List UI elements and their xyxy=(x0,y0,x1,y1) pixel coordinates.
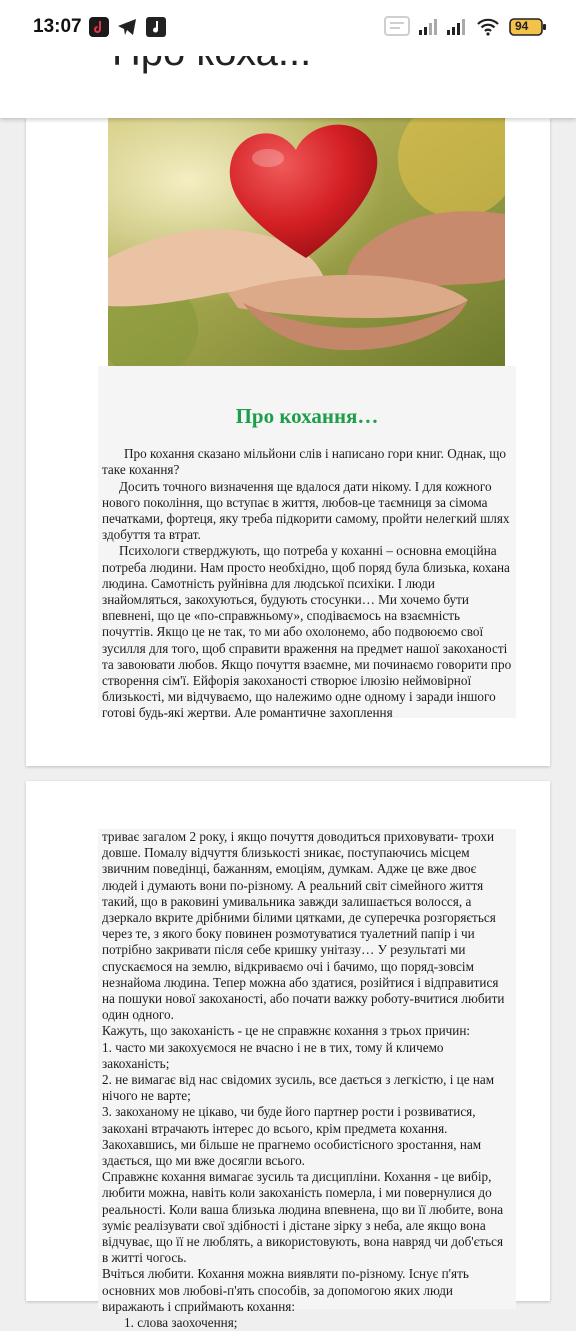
signal-icon xyxy=(446,17,468,41)
list-item: 1. слова заохочення; xyxy=(124,1315,238,1331)
telegram-icon xyxy=(117,17,138,41)
paragraph: триває загалом 2 року, і якщо почуття доводиться приховувати- трохи довше. Помалу відчуття близькості зникає, поступаючись місцем звичним поведінці, бажанням, емоціям, думкам. Адже це вже двоє людей і думають вони по-різному. А реальний світ сімейного життя такий, що в раковині умивальника завжди залишається волосся, а дзеркало вкрите дрібними білими цятками, де суперечка розгоряється через те, з якого боку повинен розмотуватися туалетний папір і чи потрібно закривати після себе кришку унітазу… У результаті ми спускаємося на землю, відкриваємо очі і бачимо, що поряд-зовсім незнайома людина. Тепер можна або здатися, розійтися і відправитися на пошуки нової закоханості, або почати важку роботу-вчитися любити один одного. xyxy=(102,829,505,1023)
list-item: 1. часто ми закохуємося не вчасно і не в тих, тому й кличемо закоханість; xyxy=(102,1039,444,1071)
article-heading: Про кохання… xyxy=(235,404,379,428)
message-icon xyxy=(383,14,411,46)
status-time: 13:07 xyxy=(33,16,82,37)
article-text-page-1 xyxy=(98,366,516,721)
signal-icon xyxy=(418,17,440,41)
music-note-icon xyxy=(146,17,166,41)
paragraph: Психологи стверджують, що потреба у коханні – основна емоційна потреба людини. Нам просто необхідно, щоб поряд була близька, кохана людина. Самотність руйнівна для людської психіки. І люди знайомляться, закохуються, будують стосунки… Ми хочемо бути впевнені, що це «по-справжньому», сподіваємось на взаємність почуттів. Якщо це не так, то ми або охолонемо, або подвоюємо свої зусилля для того, щоб справити враження на предмет нашої закоханості та завоювати любов. Якщо почуття взаємне, ми починаємо говорити про створення сім'ї. Ейфорія закоханості створює ілюзію неймовірної близькості, ми відчуваємо, що належимо одне одному і заради іншого готові будь-які жертви. Але романтичне захоплення xyxy=(102,543,512,721)
paragraph: Кажуть, що закоханість - це не справжнє кохання з трьох причин: xyxy=(102,1023,471,1039)
list-item: 3. закоханому не цікаво, чи буде його партнер рости і розвиватися, закохані втрачають інтерес до всього, крім предмета кохання. Закохавшись, ми більше не прагнемо особистісного зростання, нам здається, що ми вже досягли всього. xyxy=(102,1104,482,1169)
list-item: 2. не вимагає від нас свідомих зусиль, все дається з легкістю, і це нам нічого не варте; xyxy=(102,1072,495,1104)
paragraph: Справжнє кохання вимагає зусиль та дисципліни. Кохання - це вибір, любити можна, навіть коли закоханість померла, і ми повернулися до реальності. Коли ваша близька людина впевнена, що ви її любите, вона зуміє реалізувати свої здібності і дістане зірку з неба, але якщо вона відчуває, що її не люблять, а використовують, вона навряд чи доб'ється в житті чогось. xyxy=(102,1169,504,1266)
article-text-page-2 xyxy=(98,829,516,1331)
tiktok-icon xyxy=(89,17,109,41)
battery-level: 94 xyxy=(515,19,529,33)
love-heart-hands-image xyxy=(108,118,505,366)
status-bar xyxy=(0,0,576,56)
wifi-icon xyxy=(476,17,500,41)
document-page-2 xyxy=(26,781,550,1331)
paragraph: Вчіться любити. Кохання можна виявляти по-різному. Існує п'ять основних мов любові-п'ять способів, за допомогою яких люди виражають і сприймають кохання: xyxy=(102,1266,469,1314)
paragraph: Досить точного визначення ще вдалося дати нікому. І для кожного нового покоління, що вступає в життя, любов-це таємниця за сімома печатками, фортеця, яку треба підкорити самому, пройти нелегкий шлях здобуття та втрат. xyxy=(102,478,510,543)
document-page-1 xyxy=(26,118,550,766)
paragraph: Про кохання сказано мільйони слів і написано гори книг. Однак, що таке кохання? xyxy=(102,446,506,478)
